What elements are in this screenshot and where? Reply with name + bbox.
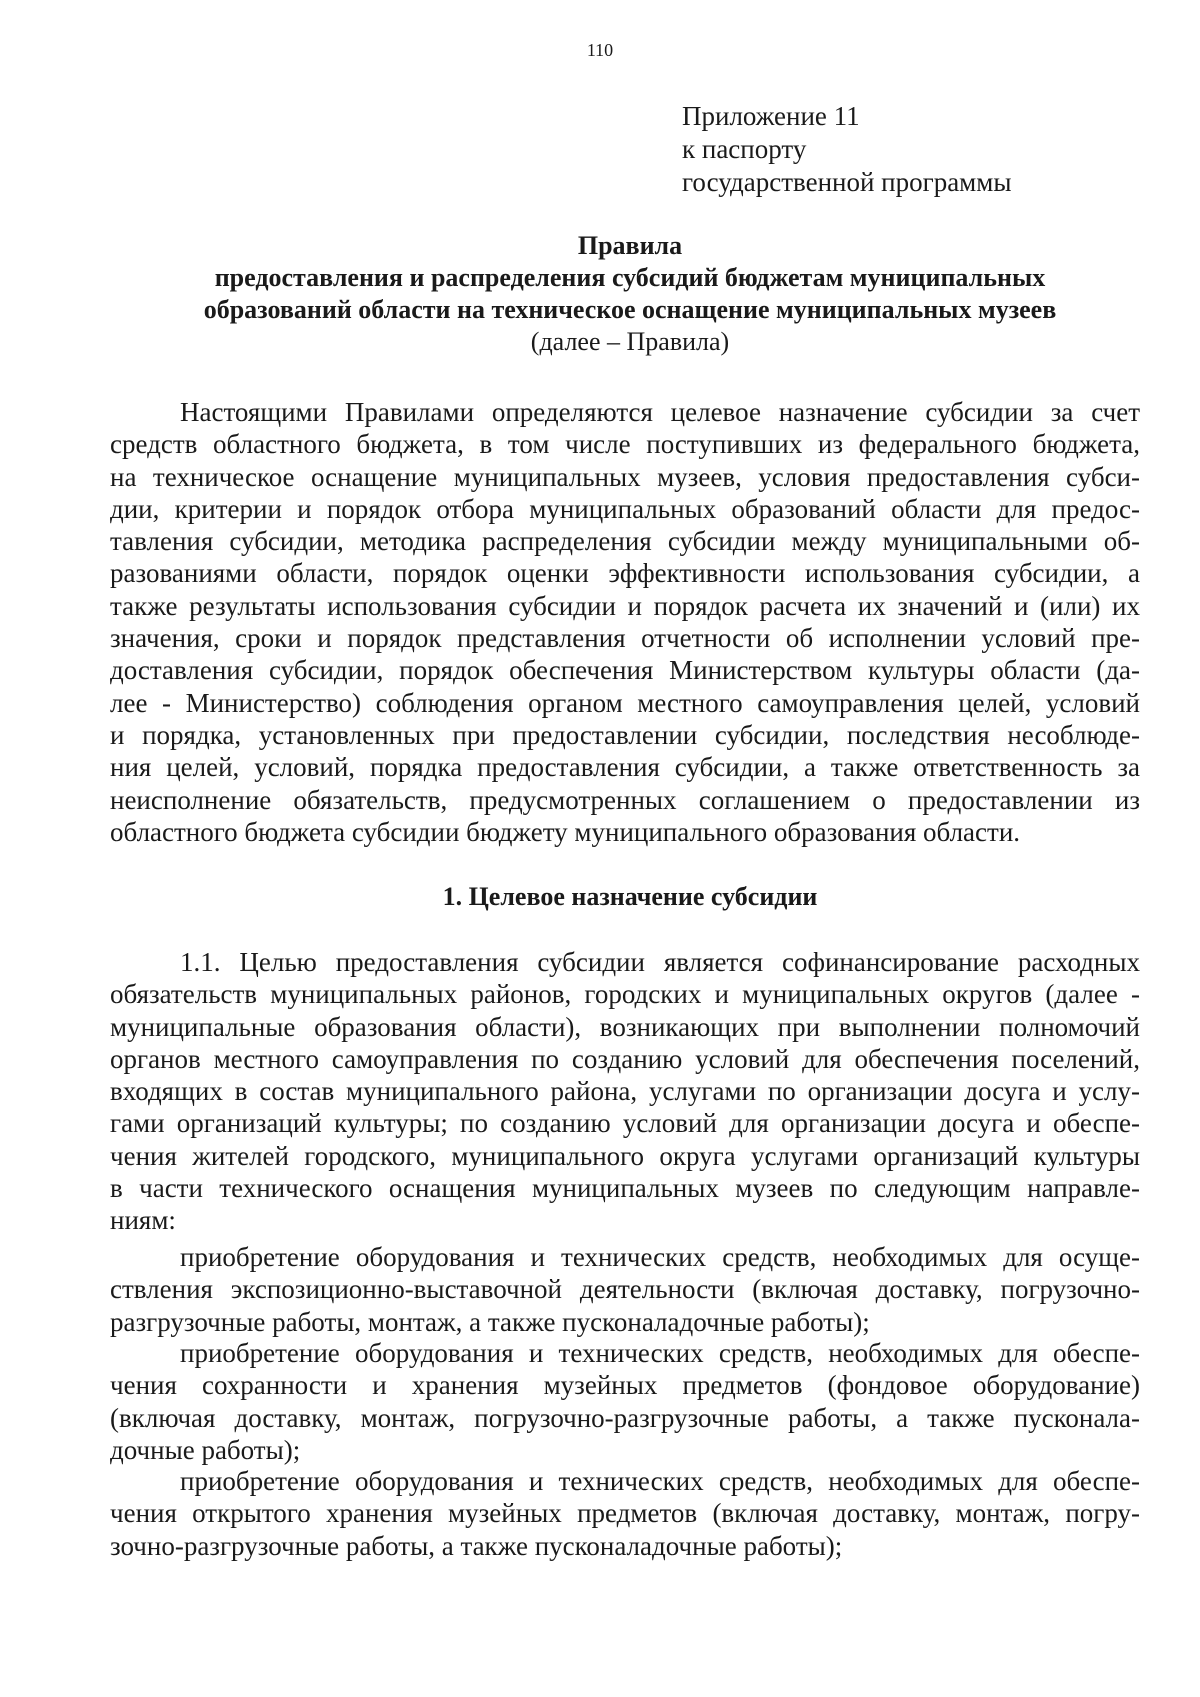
text-line: также результаты использования субсидии и порядок расчета их значений и (или) их [110,590,1140,621]
text-line: доставления субсидии, порядок обеспечения Министерством культуры области (да- [110,655,1140,686]
list-item [110,1241,1140,1338]
text-line: ниям: [110,1205,176,1236]
text-line: дии, критерии и порядок отбора муниципальных образований области для предос- [110,493,1140,524]
text-line: Настоящими Правилами определяются целевое назначение субсидии за счет [180,397,1140,427]
text-line: зочно-разгрузочные работы, а также пусконаладочные работы); [110,1530,843,1561]
text-line: неисполнение обязательств, предусмотренных соглашением о предоставлении из [110,784,1140,815]
text-line: ствления экспозиционно-выставочной деятельности (включая доставку, погрузочно- [110,1274,1140,1305]
appendix-line: к паспорту [682,134,807,164]
text-line: лее - Министерство) соблюдения органом местного самоуправления целей, условий [110,687,1140,718]
appendix-label [682,100,1012,199]
text-line: областного бюджета субсидии бюджету муниципального образования области. [110,816,1021,847]
text-line: разованиями области, порядок оценки эффективности использования субсидии, а [110,558,1140,589]
text-line: приобретение оборудования и технических средств, необходимых для обеспе- [180,1338,1140,1368]
document-title [110,230,1150,358]
title-note: (далее – Правила) [530,327,730,356]
intro-paragraph [110,396,1140,848]
text-line: гами организаций культуры; по созданию условий для организации досуга и обеспе- [110,1108,1140,1139]
text-line: чения жителей городского, муниципального округа услугами организаций культуры [110,1140,1140,1171]
text-line: тавления субсидии, методика распределения субсидии между муниципальными об- [110,526,1140,557]
text-line: в части технического оснащения муниципальных музеев по следующим направле- [110,1173,1140,1204]
paragraph-1-1 [110,946,1140,1237]
title-line: образований области на техническое оснащение муниципальных музеев [203,295,1057,324]
title-line: Правила [577,231,683,260]
text-line: приобретение оборудования и технических средств, необходимых для обеспе- [180,1466,1140,1496]
text-line: чения открытого хранения музейных предметов (включая доставку, монтаж, погру- [110,1498,1140,1529]
text-line: органов местного самоуправления по созданию условий для обеспечения поселений, [110,1043,1140,1074]
text-line: значения, сроки и порядок представления отчетности об исполнении условий пре- [110,623,1140,654]
text-line: ния целей, условий, порядка предоставления субсидии, а также ответственность за [110,752,1140,783]
text-line: разгрузочные работы, монтаж, а также пусконаладочные работы); [110,1306,870,1337]
text-line: приобретение оборудования и технических средств, необходимых для осуще- [180,1242,1140,1272]
text-line: (включая доставку, монтаж, погрузочно-разгрузочные работы, а также пусконала- [110,1402,1140,1433]
text-line: дочные работы); [110,1434,301,1465]
text-line: на техническое оснащение муниципальных музеев, условия предоставления субси- [110,461,1140,492]
text-line: муниципальные образования области), возникающих при выполнении полномочий [110,1011,1140,1042]
text-line: обязательств муниципальных районов, городских и муниципальных округов (далее - [110,979,1140,1010]
text-line: 1.1. Целью предоставления субсидии является софинансирование расходных [180,947,1140,977]
appendix-line: государственной программы [682,167,1012,197]
title-line: предоставления и распределения субсидий бюджетам муниципальных [214,263,1046,292]
text-line: входящих в состав муниципального района, услугами по организации досуга и услу- [110,1076,1140,1107]
text-line: и порядка, установленных при предоставлении субсидии, последствия несоблюде- [110,719,1140,750]
list-item [110,1337,1140,1466]
text-line: чения сохранности и хранения музейных предметов (фондовое оборудование) [110,1370,1140,1401]
section-heading: 1. Целевое назначение субсидии [442,882,818,911]
appendix-line: Приложение 11 [682,101,860,131]
list-item [110,1465,1140,1562]
page-number: 110 [586,40,614,60]
text-line: средств областного бюджета, в том числе поступивших из федерального бюджета, [110,429,1140,460]
